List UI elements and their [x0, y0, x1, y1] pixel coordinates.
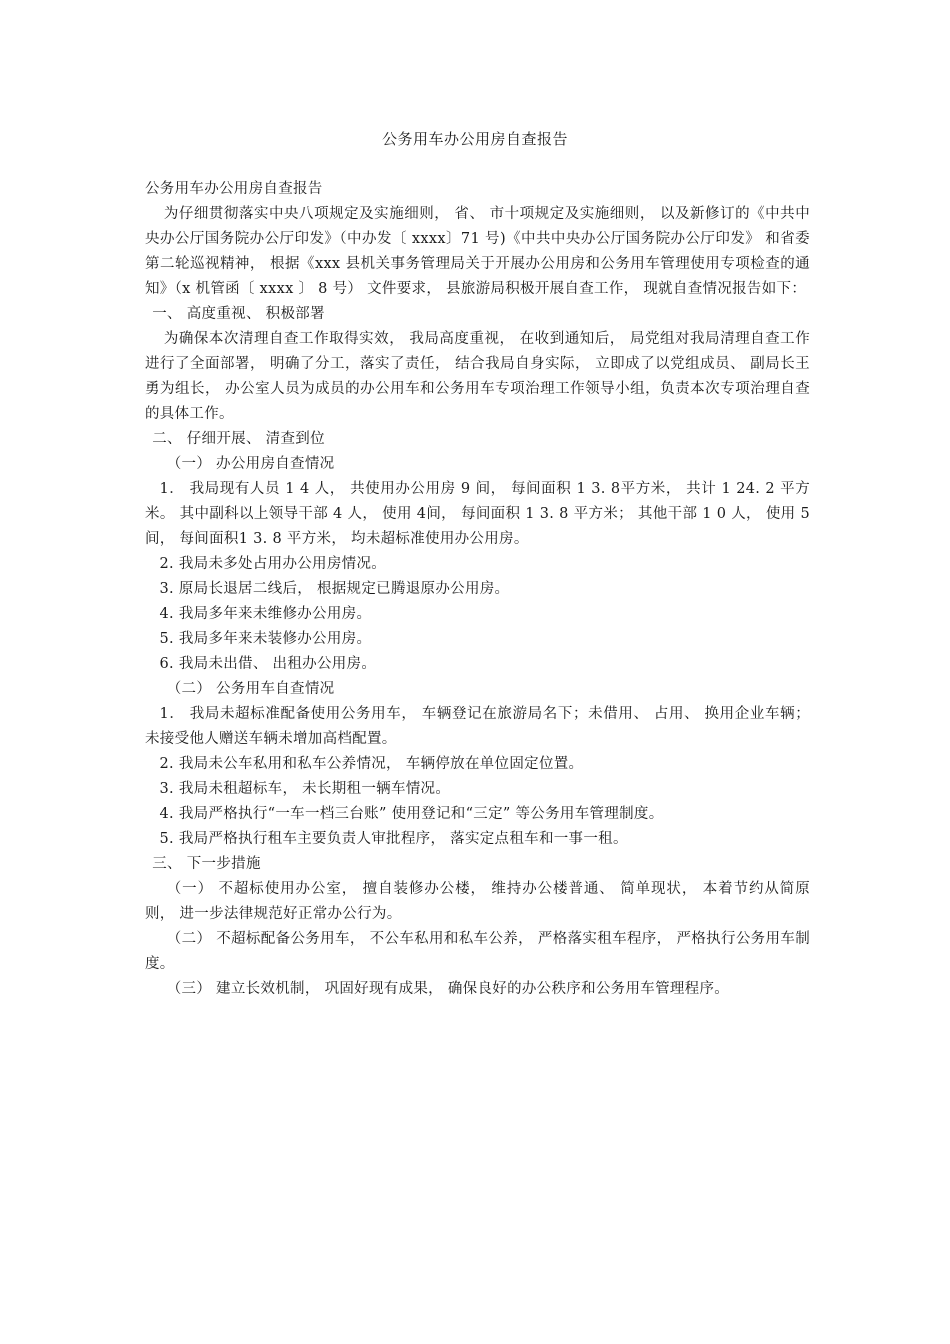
- document-paragraph: 3. 我局未租超标车， 未长期租一辆车情况。: [159, 781, 451, 797]
- document-paragraph: 2. 我局未多处占用办公用房情况。: [159, 556, 387, 572]
- document-paragraph: 2. 我局未公车私用和私车公养情况， 车辆停放在单位固定位置。: [159, 756, 584, 772]
- document-paragraph: 公务用车办公用房自查报告: [145, 181, 323, 197]
- document-paragraph: 3. 原局长退居二线后， 根据规定已腾退原办公用房。: [159, 581, 510, 597]
- document-paragraph: 二、 仔细开展、 清查到位: [152, 431, 325, 447]
- document-paragraph: （一） 办公用房自查情况: [166, 456, 335, 472]
- document-paragraph: 4. 我局严格执行“一车一档三台账” 使用登记和“三定” 等公务用车管理制度。: [159, 806, 664, 822]
- document-paragraph: 一、 高度重视、 积极部署: [152, 306, 325, 322]
- document-paragraph: 1． 我局未超标准配备使用公务用车， 车辆登记在旅游局名下；未借用、 占用、 换用企业车辆； 未接受他人赠送车辆未增加高档配置。: [145, 706, 810, 747]
- document-paragraph: 5. 我局多年来未装修办公用房。: [159, 631, 372, 647]
- document-body: [145, 177, 810, 1002]
- document-paragraph: （二） 公务用车自查情况: [166, 681, 335, 697]
- document-paragraph: 为仔细贯彻落实中央八项规定及实施细则， 省、 市十项规定及实施细则， 以及新修订的《中共中央办公厅国务院办公厅印发》（中办发〔 xxxx〕71 号)《中共中央办公厅国务院办公厅印发》 和省委第二轮巡视精神， 根据《xxx 县机关事务管理局关于开展办公用房和公务用车管理使用专项检查的通知》（x 机管函〔 xxxx 〕 8 号） 文件要求， 县旅游局积极开展自查工作， 现就自查情况报告如下：: [145, 206, 810, 297]
- document-paragraph: （二） 不超标配备公务用车， 不公车私用和私车公养， 严格落实租车程序， 严格执行公务用车制度。: [145, 931, 810, 972]
- document-paragraph: 三、 下一步措施: [152, 856, 261, 872]
- document-paragraph: （一） 不超标使用办公室， 擅自装修办公楼， 维持办公楼普通、 简单现状， 本着节约从简原则， 进一步法律规范好正常办公行为。: [145, 881, 810, 922]
- document-paragraph: 1． 我局现有人员 1 4 人， 共使用办公用房 9 间， 每间面积 1 3. 8平方米， 共计 1 24. 2 平方米。 其中副科以上领导干部 4 人， 使用 4间， 每间面积 1 3. 8 平方米； 其他干部 1 0 人， 使用 5 间， 每间面积1 3. 8 平方米， 均未超标准使用办公用房。: [145, 481, 810, 547]
- document-paragraph: 6. 我局未出借、 出租办公用房。: [159, 656, 377, 672]
- document-paragraph: 4. 我局多年来未维修办公用房。: [159, 606, 372, 622]
- document-paragraph: 5. 我局严格执行租车主要负责人审批程序， 落实定点租车和一事一租。: [159, 831, 628, 847]
- document-title: 公务用车办公用房自查报告: [381, 130, 568, 148]
- document-paragraph: 为确保本次清理自查工作取得实效， 我局高度重视， 在收到通知后， 局党组对我局清理自查工作进行了全面部署， 明确了分工，落实了责任， 结合我局自身实际， 立即成了以党组成员、 副局长王勇为组长， 办公室人员为成员的办公用车和公务用车专项治理工作领导小组，负责本次专项治理自查的具体工作。: [145, 331, 810, 422]
- document-paragraph: （三） 建立长效机制， 巩固好现有成果， 确保良好的办公秩序和公务用车管理程序。: [166, 981, 730, 997]
